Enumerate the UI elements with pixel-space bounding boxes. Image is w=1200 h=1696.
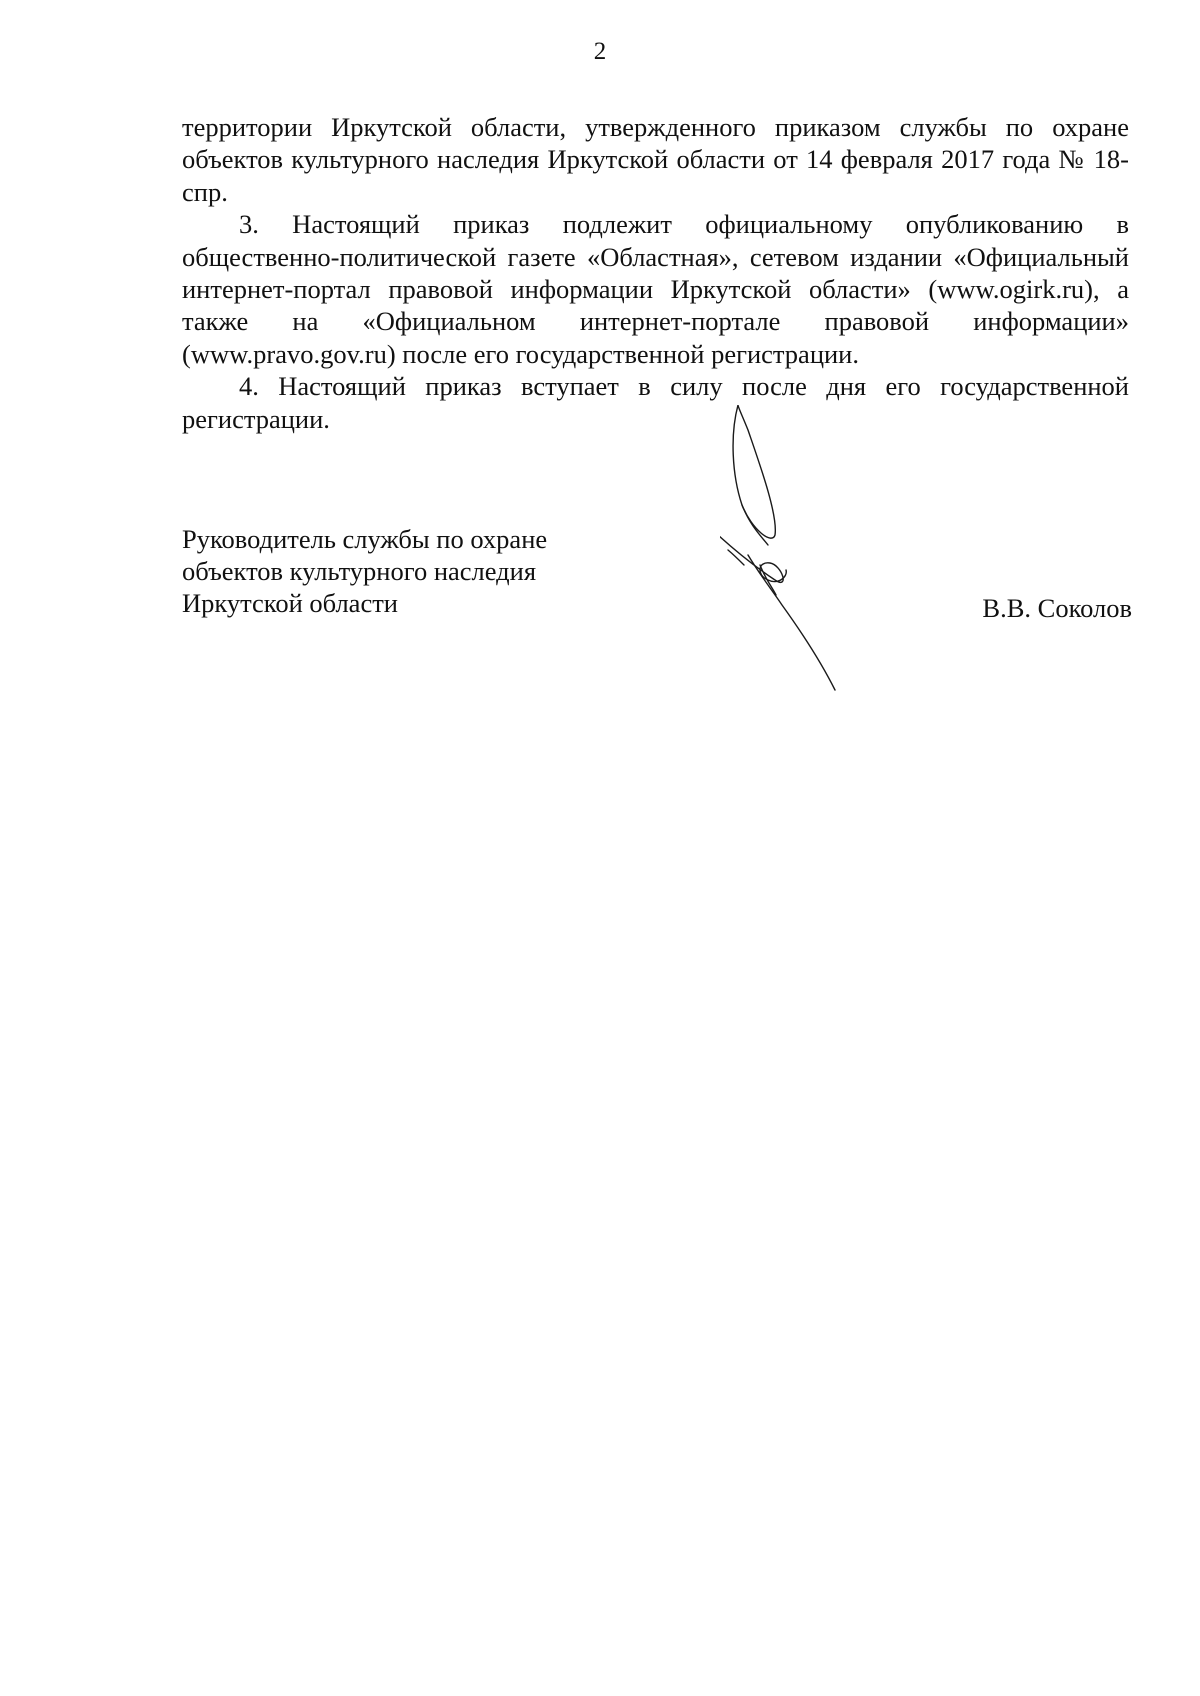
signatory-position-line: Руководитель службы по охране [182,524,548,554]
document-body [182,111,1129,435]
signatory-name: В.В. Соколов [982,593,1132,623]
signatory-position-line: Иркутской области [182,588,398,618]
page-number: 2 [593,38,607,65]
paragraph-continuation: территории Иркутской области, утвержденного приказом службы по охране объектов культурного наследия Иркутской области от 14 февраля 2017 года № 18-спр. [182,112,1129,207]
handwritten-signature [720,405,880,705]
signatory-position-line: объектов культурного наследия [182,556,537,586]
paragraph-item-3: 3. Настоящий приказ подлежит официальному опубликованию в общественно-политической газете «Областная», сетевом издании «Официальный интернет-портал правовой информации Иркутской области» (www.ogirk.ru), а также на «Официальном интернет-портале правовой информации» (www.pravo.gov.ru) после его государственной регистрации. [182,209,1129,369]
paragraph-item-4: 4. Настоящий приказ вступает в силу после дня его государственной регистрации. [182,371,1129,434]
signatory-position [182,523,602,619]
